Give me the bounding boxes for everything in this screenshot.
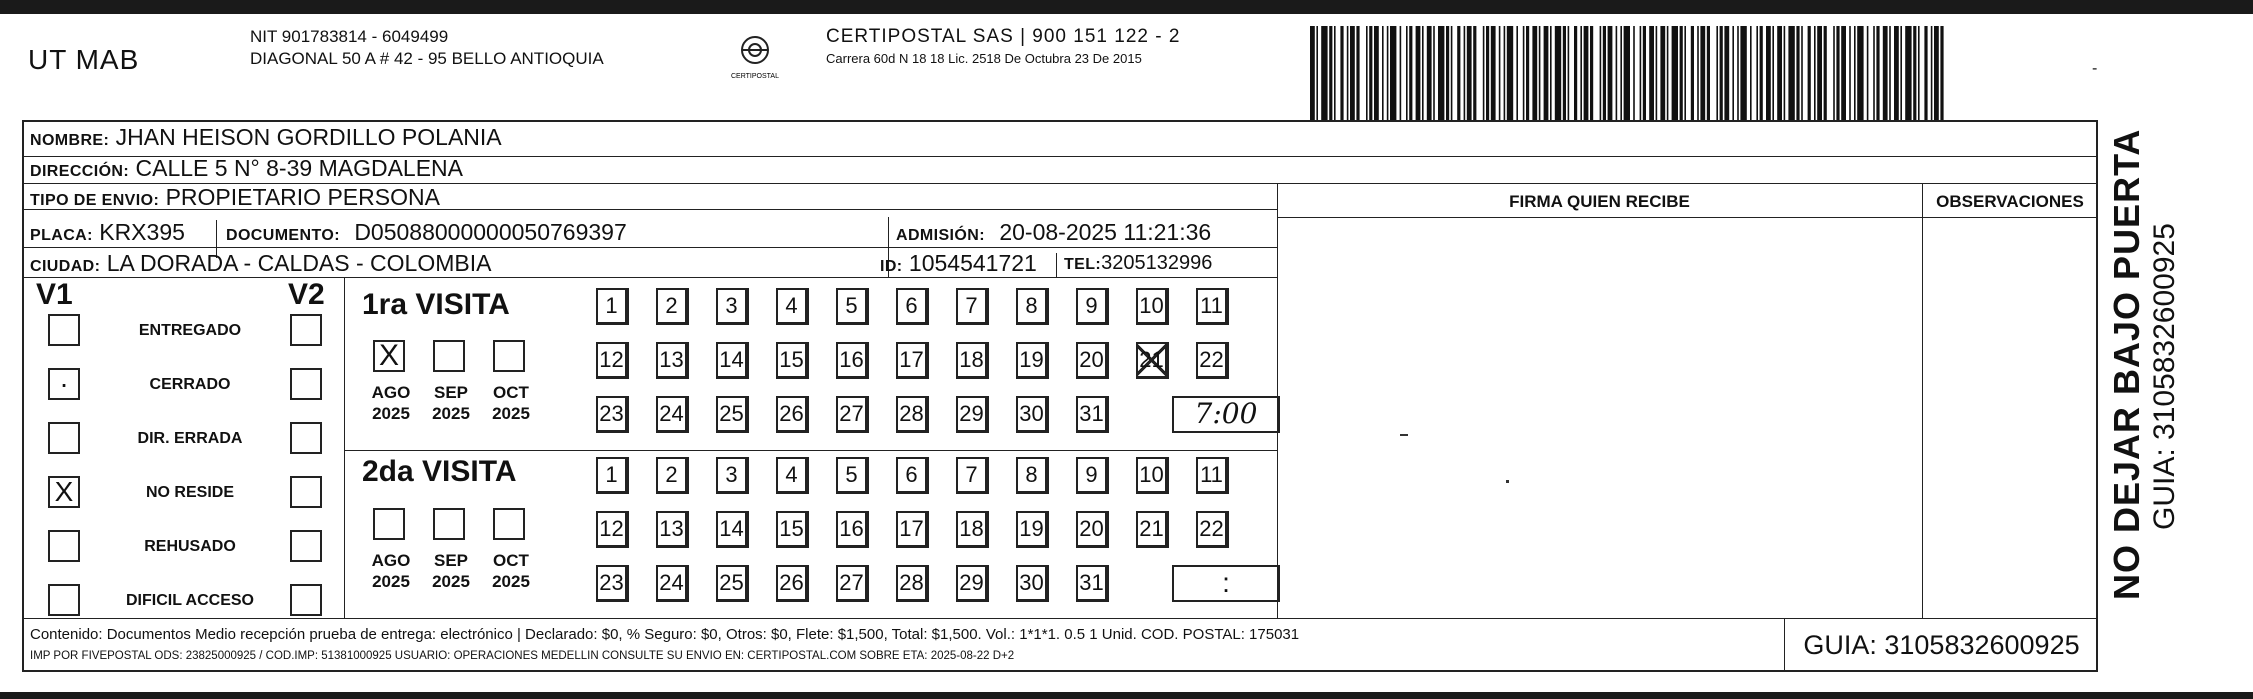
- day-checkbox[interactable]: 29: [956, 396, 989, 433]
- day-checkbox[interactable]: 19: [1016, 511, 1049, 548]
- day-checkbox[interactable]: 16: [836, 342, 869, 379]
- day-checkbox[interactable]: 5: [836, 457, 869, 494]
- bottom-edge-bar: [0, 692, 2253, 699]
- day-checkbox[interactable]: 6: [896, 288, 929, 325]
- guia-number: GUIA: 3105832600925: [1784, 618, 2098, 672]
- day-checkbox[interactable]: 22: [1196, 342, 1229, 379]
- month-year: 2025: [432, 404, 470, 423]
- corner-mark: -: [2092, 60, 2098, 77]
- nombre-label: NOMBRE:: [30, 132, 110, 149]
- day-checkbox[interactable]: 23: [596, 565, 629, 602]
- status-label: REHUSADO: [144, 538, 236, 555]
- tracking-barcode: [1310, 26, 1946, 120]
- month-year: 2025: [372, 404, 410, 423]
- sender-address: DIAGONAL 50 A # 42 - 95 BELLO ANTIOQUIA: [250, 49, 604, 68]
- status-label: NO RESIDE: [145, 484, 234, 501]
- day-checkbox[interactable]: 9: [1076, 457, 1109, 494]
- visit-time-field[interactable]: 7:00: [1172, 396, 1280, 433]
- day-checkbox[interactable]: 23: [596, 396, 629, 433]
- day-checkbox[interactable]: 24: [656, 565, 689, 602]
- day-checkbox[interactable]: 20: [1076, 511, 1109, 548]
- day-checkbox[interactable]: 11: [1196, 457, 1229, 494]
- day-checkbox[interactable]: 2: [656, 457, 689, 494]
- day-checkbox[interactable]: 13: [656, 511, 689, 548]
- day-checkbox[interactable]: 28: [896, 396, 929, 433]
- status-label: ENTREGADO: [138, 322, 242, 339]
- day-checkbox[interactable]: 22: [1196, 511, 1229, 548]
- day-checkbox[interactable]: 4: [776, 288, 809, 325]
- month-label: [426, 382, 476, 424]
- id-value: 1054541721: [908, 250, 1037, 276]
- day-checkbox[interactable]: 17: [896, 511, 929, 548]
- tel-value: 3205132996: [1101, 252, 1213, 274]
- col-divider: [344, 277, 345, 618]
- placa-field: [30, 219, 185, 246]
- status-v1-checkbox[interactable]: [48, 584, 80, 616]
- status-v1-checkbox[interactable]: X: [48, 476, 80, 508]
- status-v1-checkbox[interactable]: [48, 422, 80, 454]
- logo-caption: CERTIPOSTAL: [731, 73, 779, 80]
- row-divider: [1277, 217, 2097, 218]
- day-checkbox[interactable]: 12: [596, 342, 629, 379]
- month-checkbox[interactable]: X: [373, 340, 405, 372]
- month-label: [366, 382, 416, 424]
- tel-label: TEL:: [1064, 256, 1102, 273]
- status-label: CERRADO: [149, 376, 231, 393]
- day-checkbox[interactable]: 18: [956, 342, 989, 379]
- day-checkbox[interactable]: 26: [776, 565, 809, 602]
- day-checkbox[interactable]: 21: [1136, 342, 1169, 379]
- placa-value: KRX395: [99, 219, 185, 245]
- observaciones-heading: OBSERVACIONES: [1936, 192, 2084, 211]
- day-checkbox[interactable]: 27: [836, 396, 869, 433]
- month-label: [426, 550, 476, 592]
- visit1-title: 1ra VISITA: [362, 288, 510, 321]
- status-v1-checkbox[interactable]: ·: [48, 368, 80, 400]
- admision-field: [896, 219, 1211, 246]
- status-v2-checkbox[interactable]: [290, 530, 322, 562]
- month-name: SEP: [433, 383, 469, 402]
- day-checkbox[interactable]: 3: [716, 288, 749, 325]
- day-checkbox[interactable]: 26: [776, 396, 809, 433]
- row-divider: [22, 277, 1277, 278]
- status-label: DIFICIL ACCESO: [125, 592, 254, 609]
- signature-mark: [1506, 480, 1509, 483]
- tel-field: [1064, 252, 1212, 275]
- day-checkbox[interactable]: 2: [656, 288, 689, 325]
- day-checkbox[interactable]: 29: [956, 565, 989, 602]
- day-checkbox[interactable]: 6: [896, 457, 929, 494]
- day-checkbox[interactable]: 20: [1076, 342, 1109, 379]
- day-checkbox[interactable]: 15: [776, 511, 809, 548]
- status-v2-checkbox[interactable]: [290, 314, 322, 346]
- month-checkbox[interactable]: [373, 508, 405, 540]
- day-checkbox[interactable]: 13: [656, 342, 689, 379]
- day-checkbox[interactable]: 10: [1136, 288, 1169, 325]
- day-checkbox[interactable]: 3: [716, 457, 749, 494]
- month-name: AGO: [371, 383, 411, 402]
- month-year: 2025: [432, 572, 470, 591]
- day-checkbox[interactable]: 30: [1016, 565, 1049, 602]
- firma-heading: FIRMA QUIEN RECIBE: [1509, 192, 1690, 211]
- sender-nit: NIT 901783814 - 6049499: [250, 27, 449, 46]
- day-checkbox[interactable]: 15: [776, 342, 809, 379]
- day-checkbox[interactable]: 9: [1076, 288, 1109, 325]
- documento-value: D05088000000050769397: [354, 219, 627, 245]
- month-checkbox[interactable]: [493, 340, 525, 372]
- day-checkbox[interactable]: 27: [836, 565, 869, 602]
- month-name: SEP: [433, 551, 469, 570]
- status-v2-checkbox[interactable]: [290, 584, 322, 616]
- id-field: [880, 250, 1037, 277]
- day-checkbox[interactable]: 4: [776, 457, 809, 494]
- visit-time-field[interactable]: :: [1172, 565, 1280, 602]
- day-checkbox[interactable]: 1: [596, 288, 629, 325]
- v2-heading: V2: [288, 278, 325, 311]
- placa-label: PLACA:: [30, 227, 93, 244]
- month-label: [486, 550, 536, 592]
- day-checkbox[interactable]: 1: [596, 457, 629, 494]
- status-v2-checkbox[interactable]: [290, 422, 322, 454]
- row-divider: [344, 450, 1277, 451]
- status-v2-checkbox[interactable]: [290, 476, 322, 508]
- day-checkbox[interactable]: 30: [1016, 396, 1049, 433]
- carrier-license: Carrera 60d N 18 18 Lic. 2518 De Octubra 23 De 2015: [826, 51, 1142, 66]
- month-year: 2025: [492, 404, 530, 423]
- documento-label: DOCUMENTO:: [226, 227, 340, 244]
- visit2-title: 2da VISITA: [362, 455, 517, 488]
- ciudad-label: CIUDAD:: [30, 258, 101, 275]
- month-checkbox[interactable]: [433, 340, 465, 372]
- day-checkbox[interactable]: 21: [1136, 511, 1169, 548]
- footer-contents: Contenido: Documentos Medio recepción prueba de entrega: electrónico | Declarado: $0, % Seguro: $0, Otros: $0, Flete: $1,500, Total: $1,500. Vol.: 1*1*1. 0.5 1 Unid. COD. POSTAL: 175031: [30, 626, 1300, 643]
- side-guia-number: GUIA: 3105832600925: [2148, 223, 2181, 530]
- signature-mark: [1400, 434, 1408, 436]
- day-checkbox[interactable]: 17: [896, 342, 929, 379]
- ciudad-field: [30, 250, 491, 277]
- tipo-envio-label: TIPO DE ENVIO:: [30, 192, 160, 209]
- day-checkbox[interactable]: 25: [716, 565, 749, 602]
- month-year: 2025: [372, 572, 410, 591]
- id-label: ID:: [880, 258, 903, 275]
- month-checkbox[interactable]: [433, 508, 465, 540]
- month-name: OCT: [493, 551, 529, 570]
- no-dejar-warning: NO DEJAR BAJO PUERTA: [2106, 128, 2147, 600]
- day-checkbox[interactable]: 7: [956, 457, 989, 494]
- day-checkbox[interactable]: 12: [596, 511, 629, 548]
- day-checkbox[interactable]: 8: [1016, 288, 1049, 325]
- certipostal-logo-icon: [725, 30, 785, 86]
- day-checkbox[interactable]: 8: [1016, 457, 1049, 494]
- month-year: 2025: [492, 572, 530, 591]
- tipo-envio-value: PROPIETARIO PERSONA: [165, 184, 440, 210]
- ciudad-value: LA DORADA - CALDAS - COLOMBIA: [106, 250, 492, 276]
- day-checkbox[interactable]: 25: [716, 396, 749, 433]
- direccion-value: CALLE 5 N° 8-39 MAGDALENA: [135, 155, 463, 181]
- day-checkbox[interactable]: 24: [656, 396, 689, 433]
- admision-value: 20-08-2025 11:21:36: [999, 219, 1212, 245]
- day-checkbox[interactable]: 11: [1196, 288, 1229, 325]
- day-checkbox[interactable]: 5: [836, 288, 869, 325]
- brand-name: UT MAB: [28, 44, 140, 75]
- day-checkbox[interactable]: 31: [1076, 565, 1109, 602]
- day-checkbox[interactable]: 10: [1136, 457, 1169, 494]
- status-v1-checkbox[interactable]: [48, 530, 80, 562]
- month-name: OCT: [493, 383, 529, 402]
- day-checkbox[interactable]: 18: [956, 511, 989, 548]
- month-name: AGO: [371, 551, 411, 570]
- carrier-name: CERTIPOSTAL SAS | 900 151 122 - 2: [826, 26, 1181, 47]
- day-checkbox[interactable]: 14: [716, 511, 749, 548]
- documento-field: [226, 219, 627, 246]
- footer-print-info: IMP POR FIVEPOSTAL ODS: 23825000925 / COD.IMP: 51381000925 USUARIO: OPERACIONES MEDELLIN CONSULTE SU ENVIO EN: CERTIPOSTAL.COM SOBRE ETA: 2025-08-22 D+2: [30, 650, 1015, 662]
- col-divider: [1922, 183, 1923, 618]
- direccion-row: [30, 155, 463, 182]
- day-checkbox[interactable]: 31: [1076, 396, 1109, 433]
- month-label: [486, 382, 536, 424]
- status-v2-checkbox[interactable]: [290, 368, 322, 400]
- col-divider: [1056, 253, 1057, 277]
- day-checkbox[interactable]: 19: [1016, 342, 1049, 379]
- nombre-value: JHAN HEISON GORDILLO POLANIA: [115, 124, 502, 150]
- v1-heading: V1: [36, 278, 73, 311]
- month-checkbox[interactable]: [493, 508, 525, 540]
- month-label: [366, 550, 416, 592]
- day-checkbox[interactable]: 7: [956, 288, 989, 325]
- tipo-envio-row: [30, 184, 440, 211]
- admision-label: ADMISIÓN:: [896, 227, 985, 244]
- status-v1-checkbox[interactable]: [48, 314, 80, 346]
- row-divider: [22, 247, 1277, 248]
- carrier-info: [826, 26, 1180, 70]
- status-label: DIR. ERRADA: [137, 430, 243, 447]
- direccion-label: DIRECCIÓN:: [30, 163, 130, 180]
- top-edge-bar: [0, 0, 2253, 14]
- nombre-row: [30, 124, 502, 151]
- day-checkbox[interactable]: 28: [896, 565, 929, 602]
- sender-info: [250, 26, 604, 70]
- day-checkbox[interactable]: 14: [716, 342, 749, 379]
- day-checkbox[interactable]: 16: [836, 511, 869, 548]
